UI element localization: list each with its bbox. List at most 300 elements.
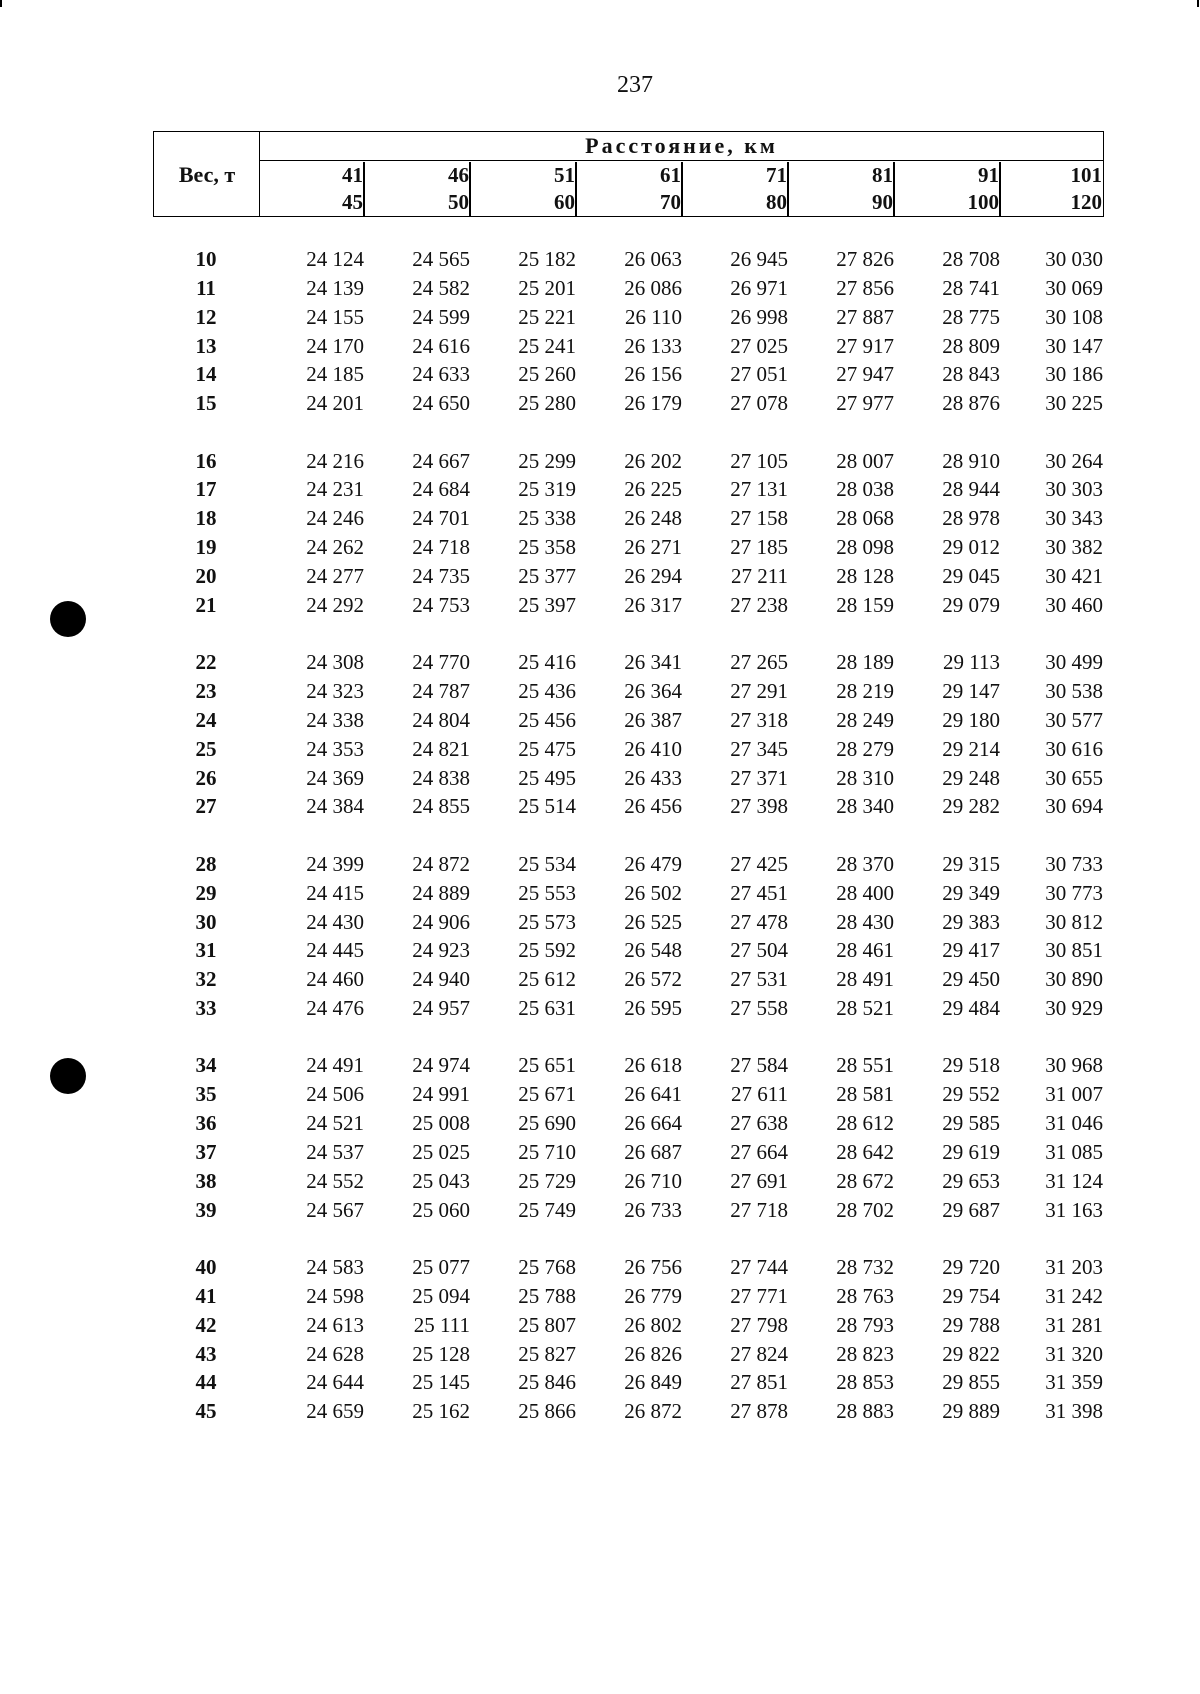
tariff-cell: 28 853 [836,1370,894,1395]
tariff-cell: 25 358 [518,535,576,560]
tariff-cell: 24 659 [306,1399,364,1424]
tariff-cell: 28 732 [836,1255,894,1279]
weight-header-label: Вес, т [178,162,236,187]
tariff-cell: 28 007 [836,448,894,473]
tariff-cell: 27 318 [730,707,788,732]
tariff-cell: 28 159 [836,592,894,617]
tariff-cell: 27 558 [730,996,788,1021]
tariff-cell: 25 221 [518,304,576,329]
tariff-cell: 26 433 [624,765,682,790]
tariff-cell: 26 202 [624,448,682,473]
tariff-cell: 24 139 [306,275,364,300]
range-to: 70 [660,190,681,214]
tariff-cell: 24 616 [412,333,470,358]
tariff-cell: 30 694 [1045,794,1103,819]
tariff-cell: 28 708 [942,247,1000,271]
tariff-cell: 24 246 [306,506,364,531]
tariff-cell: 26 664 [624,1111,682,1136]
tariff-cell: 25 534 [518,851,576,876]
tariff-cell: 29 687 [942,1197,1000,1222]
tariff-cell: 30 421 [1045,564,1103,588]
weight-cell: 44 [195,1370,217,1395]
tariff-cell: 29 248 [942,765,1000,790]
tariff-cell: 25 338 [518,506,576,531]
weight-cell: 33 [195,996,217,1021]
tariff-cell: 29 653 [942,1168,1000,1193]
tariff-cell: 25 553 [518,880,576,905]
tariff-cell: 24 445 [306,938,364,963]
punch-hole [50,601,86,637]
tariff-cell: 28 642 [836,1139,894,1164]
tariff-cell: 24 277 [306,564,364,588]
tariff-cell: 27 878 [730,1399,788,1424]
tariff-cell: 24 583 [306,1255,364,1279]
range-from: 61 [660,163,681,187]
range-to: 90 [872,190,893,214]
tariff-cell: 28 843 [942,362,1000,387]
tariff-cell: 28 741 [942,275,1000,300]
tariff-cell: 24 384 [306,794,364,819]
tariff-cell: 29 383 [942,909,1000,934]
tariff-cell: 24 667 [412,448,470,473]
tariff-cell: 27 584 [730,1053,788,1078]
tariff-cell: 27 051 [730,362,788,387]
tariff-cell: 30 851 [1045,938,1103,963]
range-to: 80 [766,190,787,214]
tariff-cell: 30 264 [1045,448,1103,473]
tariff-cell: 30 538 [1045,679,1103,704]
tariff-cell: 26 387 [624,707,682,732]
tariff-cell: 28 038 [836,477,894,502]
tariff-cell: 26 872 [624,1399,682,1424]
tariff-cell: 26 225 [624,477,682,502]
tariff-cell: 30 147 [1045,333,1103,358]
tariff-cell: 27 977 [836,391,894,416]
tariff-cell: 26 271 [624,535,682,560]
tariff-cell: 26 998 [730,304,788,329]
tariff-cell: 29 349 [942,880,1000,905]
weight-cell: 45 [195,1399,217,1424]
tariff-cell: 24 262 [306,535,364,560]
tariff-cell: 24 537 [306,1139,364,1164]
tariff-cell: 25 077 [412,1255,470,1279]
tariff-cell: 25 866 [518,1399,576,1424]
tariff-cell: 28 823 [836,1341,894,1366]
tariff-cell: 27 025 [730,333,788,358]
tariff-cell: 29 484 [942,996,1000,1021]
tariff-cell: 26 317 [624,592,682,617]
tariff-cell: 27 771 [730,1283,788,1308]
tariff-cell: 24 308 [306,650,364,675]
tariff-cell: 24 872 [412,851,470,876]
range-from: 81 [872,163,893,187]
tariff-cell: 26 179 [624,391,682,416]
tariff-cell: 25 768 [518,1255,576,1279]
tariff-cell: 29 822 [942,1341,1000,1366]
tariff-cell: 31 359 [1045,1370,1103,1395]
tariff-cell: 25 060 [412,1197,470,1222]
distance-range-header [1004,162,1104,216]
tariff-cell: 25 299 [518,448,576,473]
tariff-cell: 27 078 [730,391,788,416]
tariff-cell: 26 733 [624,1197,682,1222]
tariff-cell: 26 971 [730,275,788,300]
weight-cell: 29 [195,880,217,905]
tariff-cell: 24 633 [412,362,470,387]
tariff-cell: 27 824 [730,1341,788,1366]
tariff-cell: 27 105 [730,448,788,473]
tariff-cell: 26 641 [624,1082,682,1107]
tariff-cell: 30 108 [1045,304,1103,329]
tariff-cell: 25 612 [518,967,576,992]
weight-cell: 37 [195,1139,217,1164]
tariff-cell: 27 664 [730,1139,788,1164]
tariff-cell: 28 068 [836,506,894,531]
tariff-cell: 26 572 [624,967,682,992]
tariff-cell: 24 735 [412,564,470,588]
tariff-cell: 24 889 [412,880,470,905]
tariff-cell: 29 147 [942,679,1000,704]
tariff-cell: 26 945 [730,247,788,271]
tariff-cell: 30 890 [1045,967,1103,992]
weight-cell: 12 [195,304,217,329]
weight-cell: 20 [195,564,217,588]
tariff-cell: 27 826 [836,247,894,271]
tariff-cell: 24 491 [306,1053,364,1078]
tariff-cell: 25 319 [518,477,576,502]
tariff-cell: 28 944 [942,477,1000,502]
tariff-cell: 30 069 [1045,275,1103,300]
weight-cell: 26 [195,765,217,790]
tariff-cell: 24 855 [412,794,470,819]
tariff-cell: 24 292 [306,592,364,617]
tariff-cell: 24 338 [306,707,364,732]
tariff-cell: 24 940 [412,967,470,992]
tariff-cell: 26 410 [624,736,682,761]
table-header [153,131,1104,217]
tariff-cell: 24 170 [306,333,364,358]
range-from: 46 [448,163,469,187]
range-to: 100 [967,190,999,214]
tariff-cell: 30 382 [1045,535,1103,560]
tariff-cell: 25 573 [518,909,576,934]
tariff-cell: 28 340 [836,794,894,819]
tariff-cell: 25 514 [518,794,576,819]
tariff-cell: 24 201 [306,391,364,416]
tariff-cell: 27 265 [730,650,788,675]
tariff-cell: 28 793 [836,1312,894,1337]
weight-cell: 42 [195,1312,217,1337]
tariff-cell: 28 883 [836,1399,894,1424]
distance-range-header [265,162,365,216]
tariff-cell: 29 113 [943,650,1000,675]
distance-range-header [689,162,789,216]
tariff-cell: 25 631 [518,996,576,1021]
weight-cell: 10 [195,247,217,271]
tariff-cell: 28 219 [836,679,894,704]
tariff-cell: 25 128 [412,1341,470,1366]
punch-hole [50,1058,86,1094]
weight-cell: 15 [195,391,217,416]
tariff-cell: 25 729 [518,1168,576,1193]
tariff-cell: 24 582 [412,275,470,300]
weight-cell: 16 [195,448,217,473]
range-from: 41 [342,163,363,187]
tariff-cell: 31 281 [1045,1312,1103,1337]
tariff-cell: 25 008 [412,1111,470,1136]
page-number: 237 [617,72,653,98]
range-from: 71 [766,163,787,187]
tariff-cell: 31 046 [1045,1111,1103,1136]
tariff-cell: 25 280 [518,391,576,416]
range-from: 101 [1070,163,1102,187]
tariff-cell: 31 007 [1045,1082,1103,1107]
weight-cell: 22 [195,650,217,675]
weight-cell: 11 [196,275,216,300]
weight-cell: 24 [195,707,217,732]
tariff-cell: 24 476 [306,996,364,1021]
tariff-cell: 25 592 [518,938,576,963]
tariff-cell: 28 910 [942,448,1000,473]
tariff-cell: 24 838 [412,765,470,790]
tariff-cell: 26 710 [624,1168,682,1193]
tariff-cell: 24 598 [306,1283,364,1308]
weight-cell: 41 [195,1283,217,1308]
tariff-cell: 24 353 [306,736,364,761]
weight-cell: 31 [195,938,217,963]
tariff-cell: 30 186 [1045,362,1103,387]
tariff-cell: 30 225 [1045,391,1103,416]
tariff-cell: 29 552 [942,1082,1000,1107]
tariff-cell: 24 957 [412,996,470,1021]
tariff-cell: 28 809 [942,333,1000,358]
distance-range-header [583,162,683,216]
tariff-cell: 25 846 [518,1370,576,1395]
weight-cell: 28 [195,851,217,876]
tariff-cell: 30 968 [1045,1053,1103,1078]
tariff-cell: 25 182 [518,247,576,271]
tariff-cell: 28 370 [836,851,894,876]
tariff-cell: 28 430 [836,909,894,934]
tariff-cell: 25 416 [518,650,576,675]
tariff-cell: 28 491 [836,967,894,992]
scan-edge-mark [0,0,2,7]
tariff-cell: 28 978 [942,506,1000,531]
tariff-cell: 26 294 [624,564,682,588]
tariff-cell: 27 131 [730,477,788,502]
tariff-cell: 24 599 [412,304,470,329]
weight-cell: 25 [195,736,217,761]
tariff-cell: 30 460 [1045,592,1103,617]
tariff-cell: 25 043 [412,1168,470,1193]
tariff-cell: 27 718 [730,1197,788,1222]
tariff-cell: 29 315 [942,851,1000,876]
weight-cell: 32 [195,967,217,992]
tariff-cell: 30 577 [1045,707,1103,732]
tariff-cell: 31 163 [1045,1197,1103,1222]
tariff-cell: 24 460 [306,967,364,992]
tariff-cell: 31 242 [1045,1283,1103,1308]
tariff-cell: 26 756 [624,1255,682,1279]
tariff-cell: 31 398 [1045,1399,1103,1424]
tariff-cell: 24 216 [306,448,364,473]
tariff-cell: 25 111 [413,1312,470,1337]
tariff-cell: 27 478 [730,909,788,934]
range-to: 60 [554,190,575,214]
tariff-cell: 29 619 [942,1139,1000,1164]
tariff-cell: 29 518 [942,1053,1000,1078]
tariff-cell: 28 876 [942,391,1000,416]
tariff-cell: 28 189 [836,650,894,675]
tariff-cell: 30 343 [1045,506,1103,531]
tariff-cell: 29 450 [942,967,1000,992]
weight-cell: 19 [195,535,217,560]
tariff-cell: 27 744 [730,1255,788,1279]
weight-cell: 43 [195,1341,217,1366]
tariff-cell: 25 475 [518,736,576,761]
tariff-cell: 26 548 [624,938,682,963]
tariff-cell: 25 025 [412,1139,470,1164]
tariff-cell: 28 763 [836,1283,894,1308]
tariff-cell: 26 341 [624,650,682,675]
tariff-cell: 29 417 [942,938,1000,963]
tariff-cell: 28 581 [836,1082,894,1107]
tariff-cell: 24 974 [412,1053,470,1078]
tariff-cell: 29 720 [942,1255,1000,1279]
tariff-cell: 24 650 [412,391,470,416]
tariff-cell: 27 611 [731,1082,788,1107]
tariff-cell: 25 162 [412,1399,470,1424]
tariff-cell: 28 249 [836,707,894,732]
tariff-cell: 26 156 [624,362,682,387]
tariff-cell: 27 398 [730,794,788,819]
tariff-cell: 26 779 [624,1283,682,1308]
tariff-cell: 24 552 [306,1168,364,1193]
tariff-cell: 31 320 [1045,1341,1103,1366]
tariff-cell: 25 690 [518,1111,576,1136]
tariff-cell: 25 456 [518,707,576,732]
tariff-cell: 31 124 [1045,1168,1103,1193]
tariff-cell: 24 821 [412,736,470,761]
tariff-cell: 27 158 [730,506,788,531]
tariff-cell: 24 124 [306,247,364,271]
tariff-cell: 24 718 [412,535,470,560]
range-from: 91 [978,163,999,187]
tariff-cell: 29 214 [942,736,1000,761]
tariff-cell: 30 655 [1045,765,1103,790]
tariff-cell: 27 531 [730,967,788,992]
tariff-cell: 30 303 [1045,477,1103,502]
tariff-cell: 24 628 [306,1341,364,1366]
tariff-cell: 26 133 [624,333,682,358]
weight-cell: 13 [195,333,217,358]
tariff-cell: 28 098 [836,535,894,560]
tariff-cell: 27 291 [730,679,788,704]
tariff-cell: 26 502 [624,880,682,905]
weight-cell: 34 [195,1053,217,1078]
weight-cell: 36 [195,1111,217,1136]
tariff-cell: 28 612 [836,1111,894,1136]
tariff-cell: 31 085 [1045,1139,1103,1164]
tariff-cell: 24 991 [412,1082,470,1107]
tariff-cell: 25 377 [518,564,576,588]
tariff-cell: 24 753 [412,592,470,617]
tariff-cell: 30 773 [1045,880,1103,905]
tariff-cell: 25 241 [518,333,576,358]
tariff-cell: 25 094 [412,1283,470,1308]
tariff-cell: 27 851 [730,1370,788,1395]
tariff-cell: 28 775 [942,304,1000,329]
weight-cell: 30 [195,909,217,934]
distance-range-header [795,162,895,216]
tariff-cell: 29 889 [942,1399,1000,1424]
tariff-cell: 25 749 [518,1197,576,1222]
distance-range-header [477,162,577,216]
tariff-cell: 27 238 [730,592,788,617]
range-to: 45 [342,190,363,214]
tariff-cell: 28 128 [836,564,894,588]
tariff-cell: 28 672 [836,1168,894,1193]
range-to: 120 [1070,190,1102,214]
tariff-cell: 29 045 [942,564,1000,588]
tariff-cell: 29 282 [942,794,1000,819]
tariff-cell: 28 279 [836,736,894,761]
tariff-cell: 30 616 [1045,736,1103,761]
tariff-cell: 29 855 [942,1370,1000,1395]
tariff-cell: 27 345 [730,736,788,761]
weight-cell: 35 [195,1082,217,1107]
tariff-cell: 24 701 [412,506,470,531]
tariff-cell: 30 929 [1045,996,1103,1021]
tariff-cell: 24 155 [306,304,364,329]
tariff-cell: 24 506 [306,1082,364,1107]
tariff-cell: 27 638 [730,1111,788,1136]
range-from: 51 [554,163,575,187]
tariff-cell: 24 430 [306,909,364,934]
tariff-cell: 30 030 [1045,247,1103,271]
tariff-cell: 27 211 [731,564,788,588]
tariff-cell: 24 415 [306,880,364,905]
tariff-cell: 27 887 [836,304,894,329]
tariff-cell: 28 310 [836,765,894,790]
tariff-cell: 24 644 [306,1370,364,1395]
tariff-cell: 24 804 [412,707,470,732]
tariff-cell: 25 651 [518,1053,576,1078]
weight-cell: 14 [195,362,217,387]
weight-cell: 21 [195,592,217,617]
distance-range-header [901,162,1001,216]
tariff-cell: 26 525 [624,909,682,934]
tariff-cell: 24 787 [412,679,470,704]
scan-edge-mark [1197,0,1199,7]
weight-cell: 17 [195,477,217,502]
tariff-cell: 25 260 [518,362,576,387]
tariff-cell: 24 567 [306,1197,364,1222]
distance-header-label: Расстояние, км [260,132,1103,161]
tariff-cell: 26 687 [624,1139,682,1164]
tariff-cell: 28 551 [836,1053,894,1078]
tariff-cell: 24 906 [412,909,470,934]
tariff-cell: 26 595 [624,996,682,1021]
tariff-cell: 29 788 [942,1312,1000,1337]
weight-cell: 39 [195,1197,217,1222]
weight-column-header [154,132,260,216]
tariff-cell: 25 201 [518,275,576,300]
tariff-cell: 25 671 [518,1082,576,1107]
tariff-cell: 26 456 [624,794,682,819]
tariff-cell: 27 185 [730,535,788,560]
tariff-cell: 29 012 [942,535,1000,560]
